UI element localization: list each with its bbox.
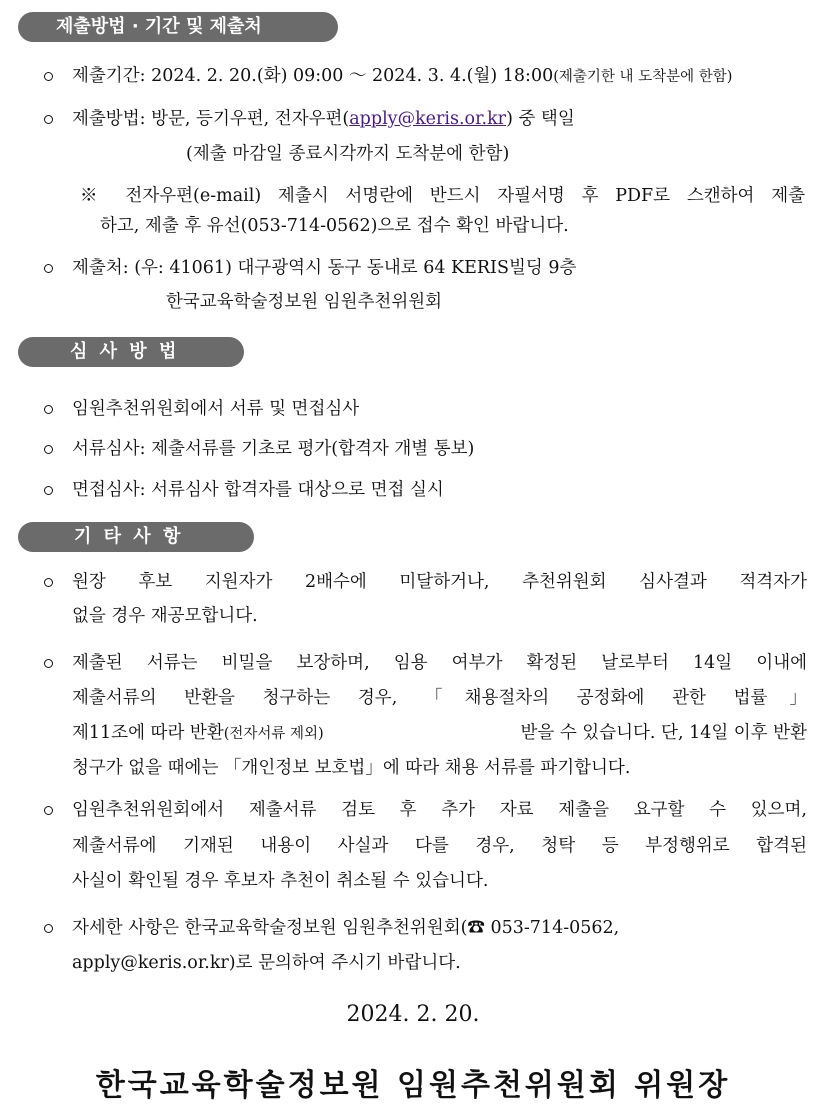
section-header-review (18, 337, 244, 367)
period-label: 제출기간: (72, 66, 146, 86)
email-note-line-2: 하고, 제출 후 유선(053-714-0562)으로 접수 확인 바랍니다. (100, 216, 569, 236)
email-note-line-1: ※ 전자우편(e-mail) 제출시 서명란에 반드시 자필서명 후 PDF로 스캔하여 제출 (80, 186, 805, 206)
other-p2-line-1: 제출된 서류는 비밀을 보장하며, 임용 여부가 확정된 날로부터 14일 이내에 (72, 653, 807, 673)
bullet-icon (44, 115, 53, 124)
bullet-icon (44, 924, 53, 933)
section-header-submission (18, 12, 338, 42)
bullet-icon (44, 659, 53, 668)
other-p3-line-3: 사실이 확인될 경우 후보자 추천이 취소될 수 있습니다. (72, 871, 489, 891)
other-p2-line-3: 제11조에 따라 반환(전자서류 제외) 받을 수 있습니다. 단, 14일 이후 반환 (72, 723, 807, 743)
period-note: (제출기한 내 도착분에 한함) (553, 69, 733, 85)
email-link[interactable]: apply@keris.or.kr (349, 109, 507, 129)
other-p4-line-1: 자세한 사항은 한국교육학술정보원 임원추천위원회(☎ 053-714-0562, (72, 918, 620, 938)
review-item-1: 임원추천위원회에서 서류 및 면접심사 (72, 399, 360, 419)
bullet-icon (44, 486, 53, 495)
method-label: 제출방법: (72, 109, 146, 129)
review-item-3: 면접심사: 서류심사 합격자를 대상으로 면접 실시 (72, 480, 444, 500)
address-org: 한국교육학술정보원 임원추천위원회 (166, 292, 443, 312)
other-p3-line-1: 임원추천위원회에서 제출서류 검토 후 추가 자료 제출을 요구할 수 있으며, (72, 800, 807, 820)
period-value: 2024. 2. 20.(화) 09:00 ～ 2024. 3. 4.(월) 18:00 (151, 66, 554, 86)
method-value-end: ) 중 택일 (506, 109, 575, 129)
document-date: 2024. 2. 20. (346, 1002, 480, 1027)
other-p2-line-4: 청구가 없을 때에는 「개인정보 보호법」에 따라 채용 서류를 파기합니다. (72, 758, 631, 778)
submission-method (72, 107, 575, 131)
bullet-icon (44, 72, 53, 81)
submission-address (72, 256, 576, 280)
other-p4-line-2: apply@keris.or.kr)로 문의하여 주시기 바랍니다. (72, 953, 461, 973)
bullet-icon (44, 806, 53, 815)
other-p2-line-2: 제출서류의 반환을 청구하는 경우, 「채용절차의 공정화에 관한 법률」 (72, 688, 807, 708)
review-item-2: 서류심사: 제출서류를 기초로 평가(합격자 개별 통보) (72, 439, 475, 459)
bullet-icon (44, 445, 53, 454)
address-label: 제출처: (72, 258, 129, 278)
bullet-icon (44, 264, 53, 273)
bullet-icon (44, 578, 53, 587)
section-title: 심 사 방 법 (70, 341, 180, 362)
section-header-other (18, 522, 254, 552)
signature: 한국교육학술정보원 임원추천위원회 위원장 (95, 1068, 731, 1103)
method-note: (제출 마감일 종료시각까지 도착분에 한함) (186, 144, 510, 164)
bullet-icon (44, 405, 53, 414)
other-p1-line-1: 원장 후보 지원자가 2배수에 미달하거나, 추천위원회 심사결과 적격자가 (72, 572, 807, 592)
submission-period (72, 64, 732, 89)
other-p3-line-2: 제출서류에 기재된 내용이 사실과 다를 경우, 청탁 등 부정행위로 합격된 (72, 836, 807, 856)
other-p1-line-2: 없을 경우 재공모합니다. (72, 606, 258, 626)
method-value: 방문, 등기우편, 전자우편( (151, 109, 350, 129)
section-title: 제출방법 · 기간 및 제출처 (56, 16, 262, 37)
section-title: 기 타 사 항 (74, 526, 184, 547)
address-value: (우: 41061) 대구광역시 동구 동내로 64 KERIS빌딩 9층 (134, 258, 577, 278)
